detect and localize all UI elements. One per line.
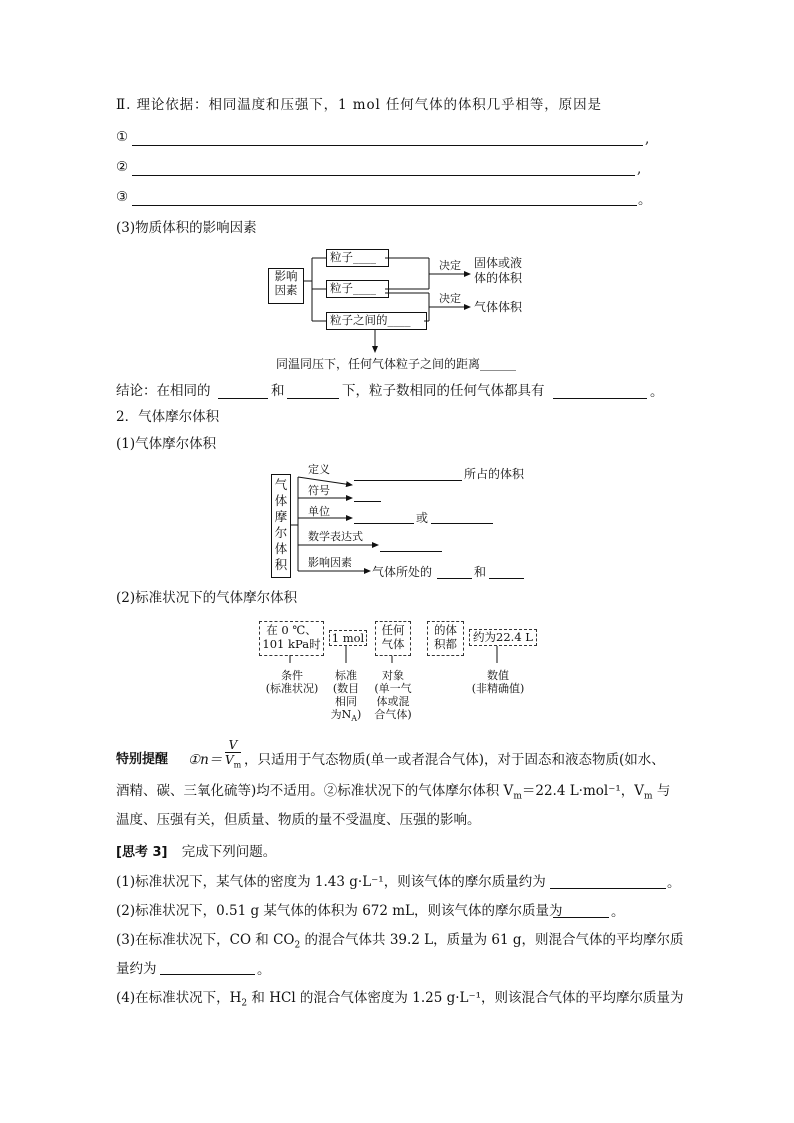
factor-box-line-1: 影响 <box>274 269 298 283</box>
vbox-char-1: 气 <box>274 477 288 492</box>
factors-result-1: 气体所处的 <box>372 565 433 579</box>
unit-or: 或 <box>416 511 429 525</box>
vbox-char-2: 体 <box>274 493 288 508</box>
conclusion-part-1: 结论：在相同的 <box>116 383 211 399</box>
any-gas-line-2: 气体 <box>381 637 405 651</box>
note-line-1: ，只适用于气态物质(单一或者混合气体)，对于固态和液态物质(如水、 <box>244 752 665 768</box>
q2-end: 。 <box>611 904 625 920</box>
frac-denominator <box>225 753 241 772</box>
q4-h2-sub: 2 <box>241 998 248 1009</box>
note-vm-sub: m <box>513 791 522 802</box>
definition-label: 定义 <box>308 463 330 476</box>
special-note-label: 特别提醒 <box>116 752 169 767</box>
same-distance-note: 同温同压下，任何气体粒子之间的距离______ <box>276 357 517 371</box>
gas-volume: 气体体积 <box>474 300 523 314</box>
result1-line-1: 固体或液 <box>474 256 523 270</box>
cap2-na-sub: A <box>351 714 358 724</box>
about-22-4-box: 约为22.4 L <box>469 629 537 646</box>
vbox-char-5: 体 <box>274 541 288 556</box>
factor-box-line-2: 因素 <box>274 283 298 297</box>
volume-all-box <box>427 621 464 656</box>
subheading-molar-volume: (1)气体摩尔体积 <box>116 436 217 452</box>
note-line-2-text: 酒精、碳、三氧化硫等)均不适用。②标准状况下的气体摩尔体积 V <box>116 783 514 799</box>
particle-number-box: 粒子____ <box>326 249 389 267</box>
theory-basis: Ⅱ. 理论依据：相同温度和压强下，1 mol 任何气体的体积几乎相等，原因是 <box>116 97 602 113</box>
note-line-2 <box>116 782 670 806</box>
q3-co2-sub: 2 <box>294 940 301 951</box>
vbox-char-6: 积 <box>274 557 288 572</box>
blank-end-1: , <box>645 131 650 147</box>
formula-label: 数学表达式 <box>308 530 363 543</box>
definition-end: 所占的体积 <box>464 467 525 481</box>
section-heading-molar-volume: 2．气体摩尔体积 <box>116 409 220 425</box>
q3-answer-blank[interactable] <box>160 974 255 975</box>
blank-end-2: , <box>637 161 642 177</box>
question-1: (1)标准状况下，某气体的密度为 1.43 g·L⁻¹，则该气体的摩尔质量约为 <box>116 874 546 890</box>
cap2-na: 为N <box>330 708 352 721</box>
particle-distance-box: 粒子之间的____ <box>326 312 427 330</box>
condition-line-2: 101 kPa时 <box>262 637 321 651</box>
question-4 <box>116 989 684 1013</box>
question-3-line-2: 量约为 <box>116 961 157 977</box>
q3-rest: 的混合气体共 39.2 L，质量为 61 g，则混合气体的平均摩尔质 <box>300 932 684 948</box>
q3-end: 。 <box>257 962 271 978</box>
note-formula-prefix: ①n＝ <box>188 752 223 768</box>
q4-rest: 和 HCl 的混合气体密度为 1.25 g·L⁻¹，则该混合气体的平均摩尔质量为 <box>247 990 684 1006</box>
vbox-char-4: 尔 <box>274 525 288 540</box>
note-fraction <box>225 738 241 772</box>
q2-answer-blank[interactable] <box>553 917 609 918</box>
cap2-line-1: 标准 <box>335 669 357 682</box>
volume-all-line-1: 的体 <box>434 623 457 637</box>
frac-den-v: V <box>225 753 234 767</box>
blank-label-3: ③ <box>116 189 129 205</box>
frac-den-sub: m <box>233 760 242 770</box>
conclusion-part-3: 下，粒子数相同的任何气体都具有 <box>342 383 545 399</box>
blank-end-3: 。 <box>638 192 652 208</box>
object-caption <box>370 669 416 721</box>
factors-result-and: 和 <box>474 565 487 579</box>
note-line-2-rest: ＝22.4 L·mol⁻¹，V <box>521 783 644 799</box>
think-title-rest: 完成下列问题。 <box>181 844 277 860</box>
blank-label-2: ② <box>116 159 129 175</box>
conclusion-part-4: 。 <box>650 384 664 400</box>
cap3-line-4: 合气体) <box>374 708 412 721</box>
cap4-line-1: 数值 <box>487 669 509 682</box>
q4-text: (4)在标准状况下，H <box>116 990 242 1006</box>
decide-label-1: 决定 <box>439 259 461 272</box>
standard-caption <box>326 669 366 725</box>
symbol-label: 符号 <box>308 484 330 497</box>
cap2-close: ) <box>357 708 362 721</box>
condition-caption <box>256 669 328 695</box>
think-title <box>116 843 276 862</box>
note-line-2-end: 与 <box>652 783 671 799</box>
particle-size-box: 粒子____ <box>326 280 389 298</box>
question-2: (2)标准状况下，0.51 g 某气体的体积为 672 mL，则该气体的摩尔质量为 <box>116 903 563 919</box>
cap3-line-2: (单一气 <box>374 682 412 695</box>
any-gas-line-1: 任何 <box>381 623 405 637</box>
condition-line-1: 在 0 ℃、 <box>266 623 317 637</box>
note-vm-sub-2: m <box>644 791 653 802</box>
think-title-label: [思考 3] <box>116 845 168 860</box>
cap1-line-2: (标准状况) <box>265 682 319 695</box>
cap1-line-1: 条件 <box>281 669 303 682</box>
conclusion-part-2: 和 <box>271 383 285 399</box>
q1-end: 。 <box>667 875 681 891</box>
vbox-char-3: 摩 <box>274 509 288 524</box>
frac-numerator: V <box>225 738 241 753</box>
q3-text: (3)在标准状况下，CO 和 CO <box>116 932 295 948</box>
cap3-line-1: 对象 <box>382 669 404 682</box>
value-caption <box>466 669 530 695</box>
volume-all-line-2: 积都 <box>434 637 457 651</box>
question-3-line-1 <box>116 931 684 955</box>
q1-answer-blank[interactable] <box>550 888 666 889</box>
subheading-standard-condition: (2)标准状况下的气体摩尔体积 <box>116 590 298 606</box>
unit-label: 单位 <box>308 505 330 518</box>
blank-label-1: ① <box>116 129 129 145</box>
cap3-line-3: 体或混 <box>376 695 410 708</box>
note-line-3: 温度、压强有关，但质量、物质的量不受温度、压强的影响。 <box>116 812 481 828</box>
cap2-line-2: (数目 <box>332 682 360 695</box>
cap2-line-4 <box>326 708 366 725</box>
cap2-line-3: 相同 <box>335 695 357 708</box>
decide-label-2: 决定 <box>439 292 461 305</box>
result1-line-2: 体的体积 <box>474 271 523 285</box>
factors-label: 影响因素 <box>308 556 352 569</box>
condition-box <box>259 621 324 656</box>
one-mol-box: 1 mol <box>329 630 367 646</box>
section-heading-factors: (3)物质体积的影响因素 <box>116 220 257 236</box>
cap4-line-2: (非精确值) <box>471 682 525 695</box>
any-gas-box <box>375 621 411 656</box>
